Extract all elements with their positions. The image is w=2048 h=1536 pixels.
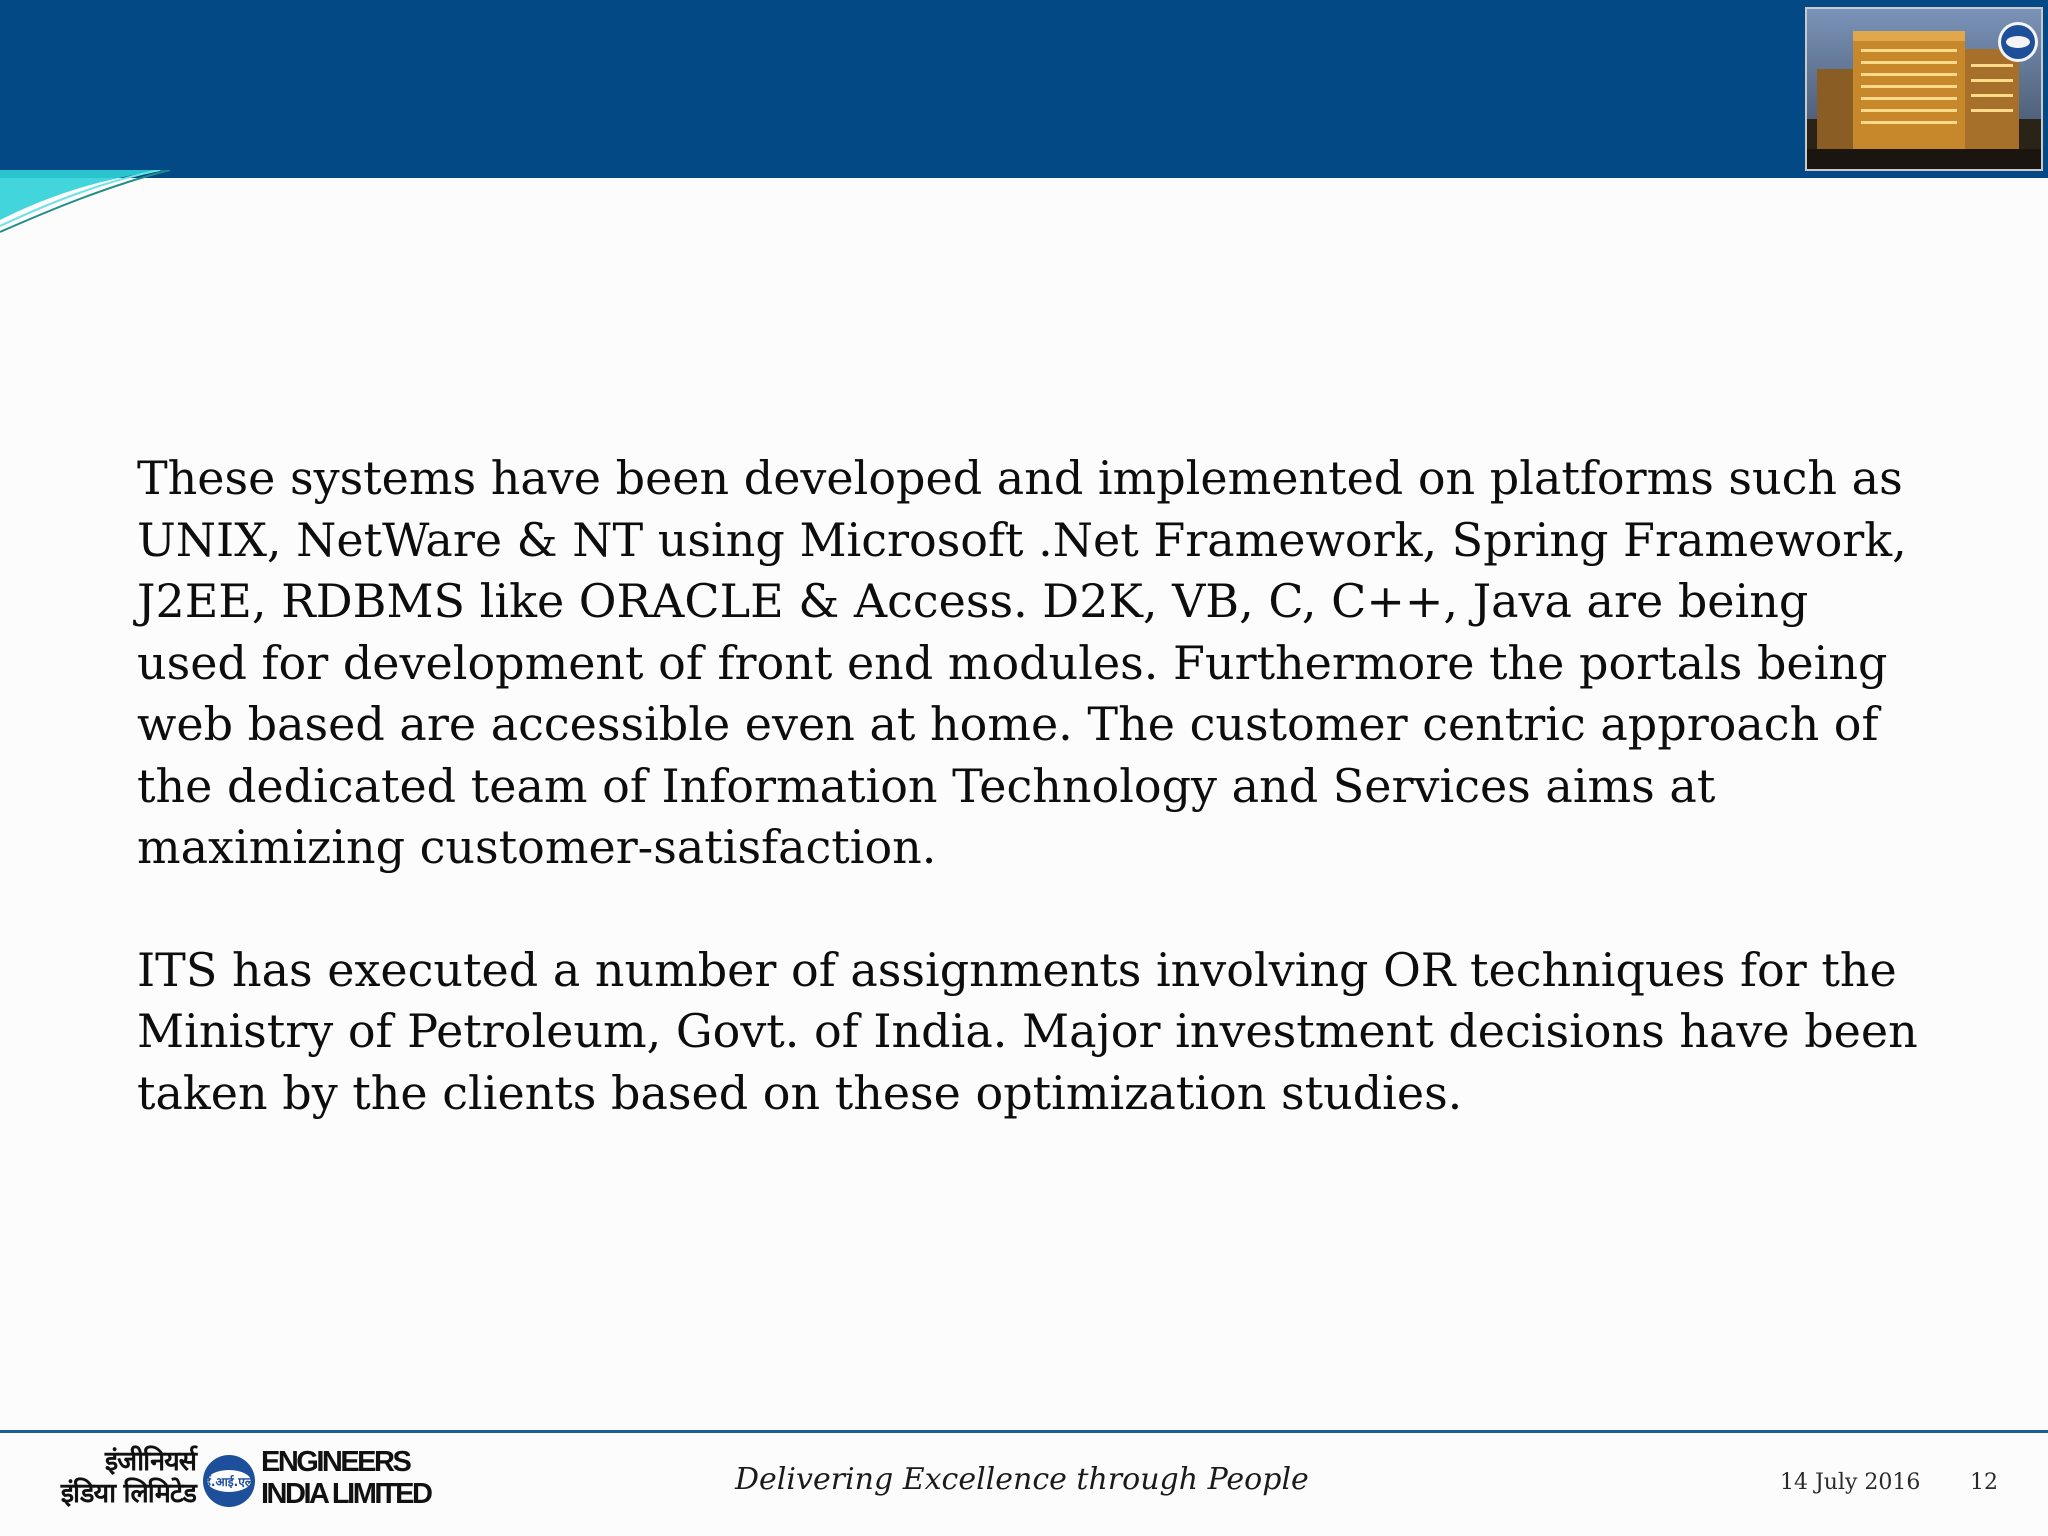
slide-body xyxy=(137,448,1927,1185)
header-band xyxy=(0,0,2048,178)
header-swoosh-decoration xyxy=(0,170,240,240)
body-paragraph-or-techniques: ITS has executed a number of assignments involving OR techniques for the Ministry of Petroleum, Govt. of India. Major investment decisions have been taken by the clients based on these optimization studies. xyxy=(137,942,1918,1120)
logo-english-line-1: ENGINEERS xyxy=(261,1446,410,1478)
page-number: 12 xyxy=(1970,1470,1998,1495)
building-photo xyxy=(1805,7,2043,171)
company-emblem-icon xyxy=(202,1454,256,1508)
body-paragraph-platforms: These systems have been developed and implemented on platforms such as UNIX, NetWare & NT using Microsoft .Net Framework, Spring Framework, J2EE, RDBMS like ORACLE & Access. D2K, VB, C, C++, Java are being used for development of front end modules. Furthermore the portals being web based are accessible even at home. The customer centric approach of the dedicated team of Information Technology and Services aims at maximizing customer-satisfaction. xyxy=(137,451,1907,874)
footer-rule xyxy=(0,1430,2048,1433)
logo-english-text xyxy=(261,1446,430,1510)
logo-hindi-line-2: इंडिया लिमिटेड xyxy=(60,1478,196,1509)
company-tagline: Delivering Excellence through People xyxy=(735,1462,1309,1497)
slide-date: 14 July 2016 xyxy=(1780,1470,1921,1495)
emblem-text: ई.आई.एल xyxy=(205,1475,253,1489)
company-logo xyxy=(6,1446,446,1516)
logo-hindi-line-1: इंजीनियर्स xyxy=(104,1446,196,1477)
logo-english-line-2: INDIA LIMITED xyxy=(261,1478,431,1510)
logo-hindi-text xyxy=(6,1446,196,1510)
